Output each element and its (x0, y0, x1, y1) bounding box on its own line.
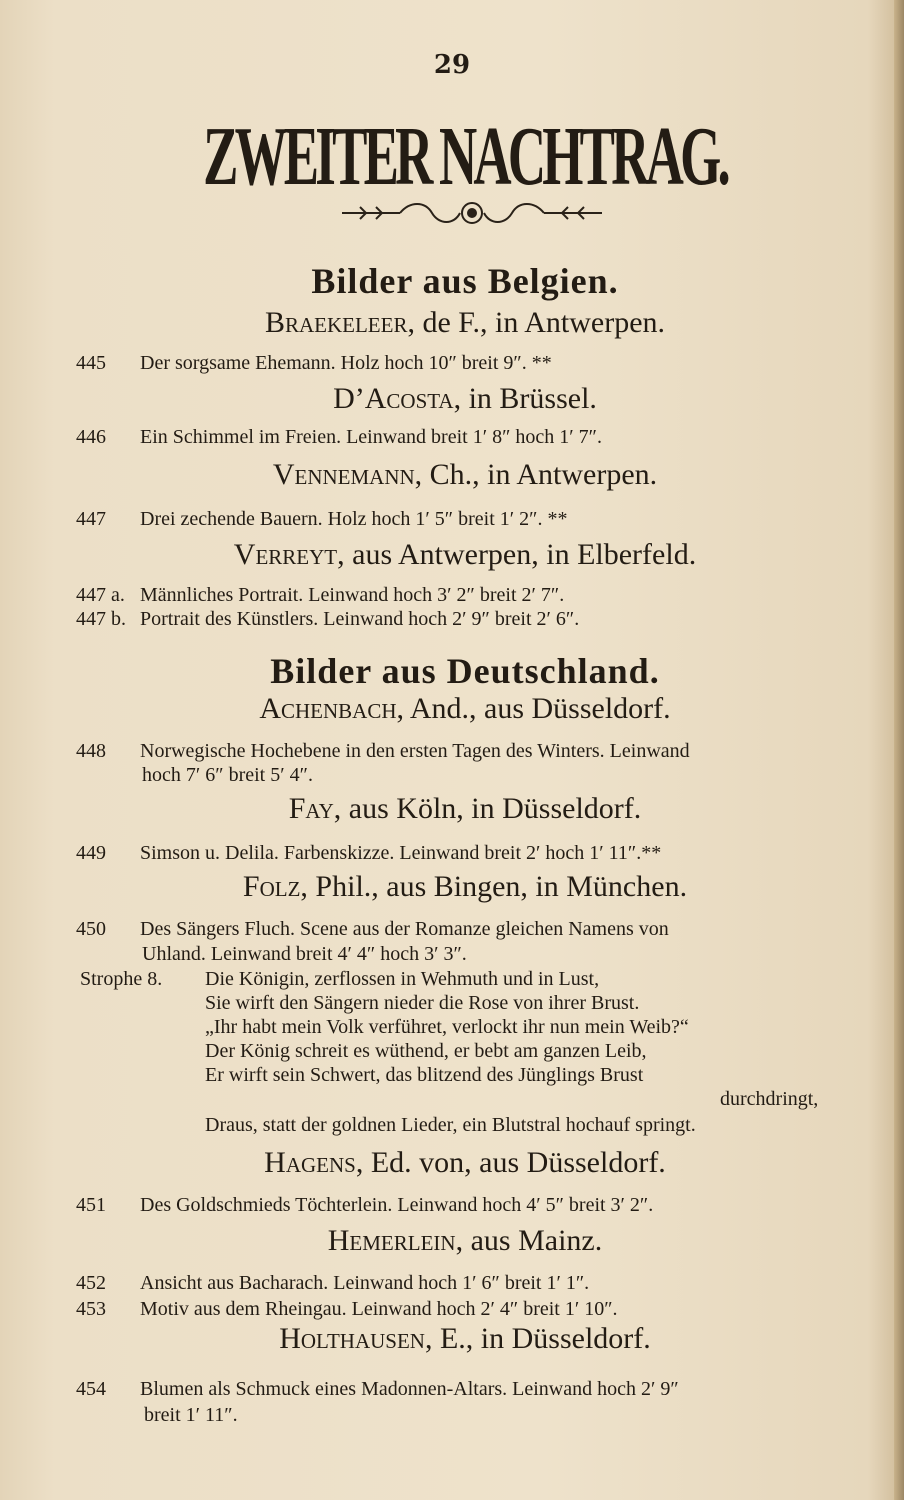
catalog-entry (76, 508, 876, 531)
artist-heading (0, 870, 904, 904)
catalog-entry (76, 842, 876, 865)
artist-name: Verreyt (233, 538, 338, 571)
artist-detail: , And., aus Düsseldorf. (396, 692, 671, 725)
entry-number: 449 (76, 842, 106, 864)
ornament-divider-icon (340, 196, 604, 230)
catalog-entry (76, 1194, 876, 1217)
catalog-entry (76, 1298, 876, 1321)
catalog-entry (76, 352, 876, 375)
artist-heading (0, 1322, 904, 1356)
artist-heading (0, 382, 904, 416)
catalog-entry (76, 426, 876, 449)
catalog-entry (76, 1378, 876, 1401)
entry-text: Des Sängers Fluch. Scene aus der Romanze gleichen Namens von (140, 918, 669, 940)
entry-text: Portrait des Künstlers. Leinwand hoch 2′ 9″ breit 2′ 6″. (140, 608, 580, 630)
entry-continuation: Uhland. Leinwand breit 4′ 4″ hoch 3′ 3″. (142, 943, 467, 965)
page-number: 29 (433, 50, 471, 80)
verse-line: durchdringt, (720, 1088, 819, 1110)
entry-number: 450 (76, 918, 106, 940)
catalog-entry (76, 608, 876, 631)
entry-text: Motiv aus dem Rheingau. Leinwand hoch 2′ 4″ breit 1′ 10″. (140, 1298, 618, 1320)
verse-line: Er wirft sein Schwert, das blitzend des Jünglings Brust (205, 1064, 644, 1086)
entry-text: Der sorgsame Ehemann. Holz hoch 10″ breit 9″. ** (140, 352, 552, 374)
artist-heading (0, 458, 904, 492)
artist-heading (0, 692, 904, 726)
catalog-entry (76, 584, 876, 607)
artist-heading (0, 306, 904, 340)
entry-continuation: breit 1′ 11″. (144, 1404, 238, 1426)
artist-name: Hagens (264, 1146, 356, 1179)
page-title: ZWEITER NACHTRAG. (203, 110, 727, 203)
page-edge (894, 0, 904, 1500)
entry-text: Norwegische Hochebene in den ersten Tagen des Winters. Leinwand (140, 740, 690, 762)
artist-detail: , aus Antwerpen, in Elberfeld. (337, 538, 697, 571)
entry-number: 453 (76, 1298, 106, 1320)
catalog-entry (76, 918, 876, 941)
verse-line: Draus, statt der goldnen Lieder, ein Blutstral hochauf springt. (205, 1114, 696, 1136)
artist-detail: , aus Köln, in Düsseldorf. (333, 792, 642, 825)
entry-text: Simson u. Delila. Farbenskizze. Leinwand breit 2′ hoch 1′ 11″.** (140, 842, 662, 864)
entry-number: 447 b. (76, 608, 126, 630)
entry-number: 445 (76, 352, 106, 374)
artist-name: Folz (242, 870, 301, 903)
section-heading-germany: Bilder aus Deutschland. (270, 651, 660, 691)
catalog-entry (76, 740, 876, 763)
artist-detail: , Ed. von, aus Düsseldorf. (355, 1146, 666, 1179)
artist-detail: , E., in Düsseldorf. (424, 1322, 651, 1355)
artist-name: Holthausen (279, 1322, 425, 1355)
entry-text: Ansicht aus Bacharach. Leinwand hoch 1′ 6″ breit 1′ 1″. (140, 1272, 590, 1294)
entry-number: 447 a. (76, 584, 125, 606)
entry-text: Ein Schimmel im Freien. Leinwand breit 1′ 8″ hoch 1′ 7″. (140, 426, 602, 448)
artist-name: Achenbach (259, 692, 397, 725)
entry-text: Drei zechende Bauern. Holz hoch 1′ 5″ breit 1′ 2″. ** (140, 508, 568, 530)
artist-heading (0, 1224, 904, 1258)
catalog-entry (76, 1272, 876, 1295)
artist-detail: , Phil., aus Bingen, in München. (300, 870, 688, 903)
entry-number: 447 (76, 508, 106, 530)
entry-number: 454 (76, 1378, 106, 1400)
artist-detail: , de F., in Antwerpen. (407, 306, 666, 339)
artist-heading (0, 1146, 904, 1180)
verse-line: Die Königin, zerflossen in Wehmuth und in Lust, (205, 968, 600, 990)
entry-number: 446 (76, 426, 106, 448)
artist-detail: , aus Mainz. (455, 1224, 603, 1257)
verse-line: Sie wirft den Sängern nieder die Rose von ihrer Brust. (205, 992, 640, 1014)
entry-text: Männliches Portrait. Leinwand hoch 3′ 2″ breit 2′ 7″. (140, 584, 565, 606)
entry-number: 452 (76, 1272, 106, 1294)
verse-line: „Ihr habt mein Volk verführet, verlockt ihr nun mein Weib?“ (205, 1016, 689, 1038)
artist-name: Vennemann (272, 458, 415, 491)
strophe-label: Strophe 8. (80, 968, 163, 990)
entry-text: Blumen als Schmuck eines Madonnen-Altars. Leinwand hoch 2′ 9″ (140, 1378, 679, 1400)
artist-heading (0, 792, 904, 826)
entry-continuation: hoch 7′ 6″ breit 5′ 4″. (142, 764, 313, 786)
artist-name: Braekeleer (264, 306, 408, 339)
section-heading-belgium: Bilder aus Belgien. (311, 261, 619, 301)
artist-heading (0, 538, 904, 572)
verse-line: Der König schreit es wüthend, er bebt am ganzen Leib, (205, 1040, 647, 1062)
artist-name: D’Acosta (333, 382, 454, 415)
entry-number: 451 (76, 1194, 106, 1216)
artist-detail: , in Brüssel. (453, 382, 597, 415)
entry-text: Des Goldschmieds Töchterlein. Leinwand hoch 4′ 5″ breit 3′ 2″. (140, 1194, 654, 1216)
artist-detail: , Ch., in Antwerpen. (414, 458, 658, 491)
entry-number: 448 (76, 740, 106, 762)
artist-name: Hemerlein (327, 1224, 456, 1257)
artist-name: Fay (288, 792, 334, 825)
